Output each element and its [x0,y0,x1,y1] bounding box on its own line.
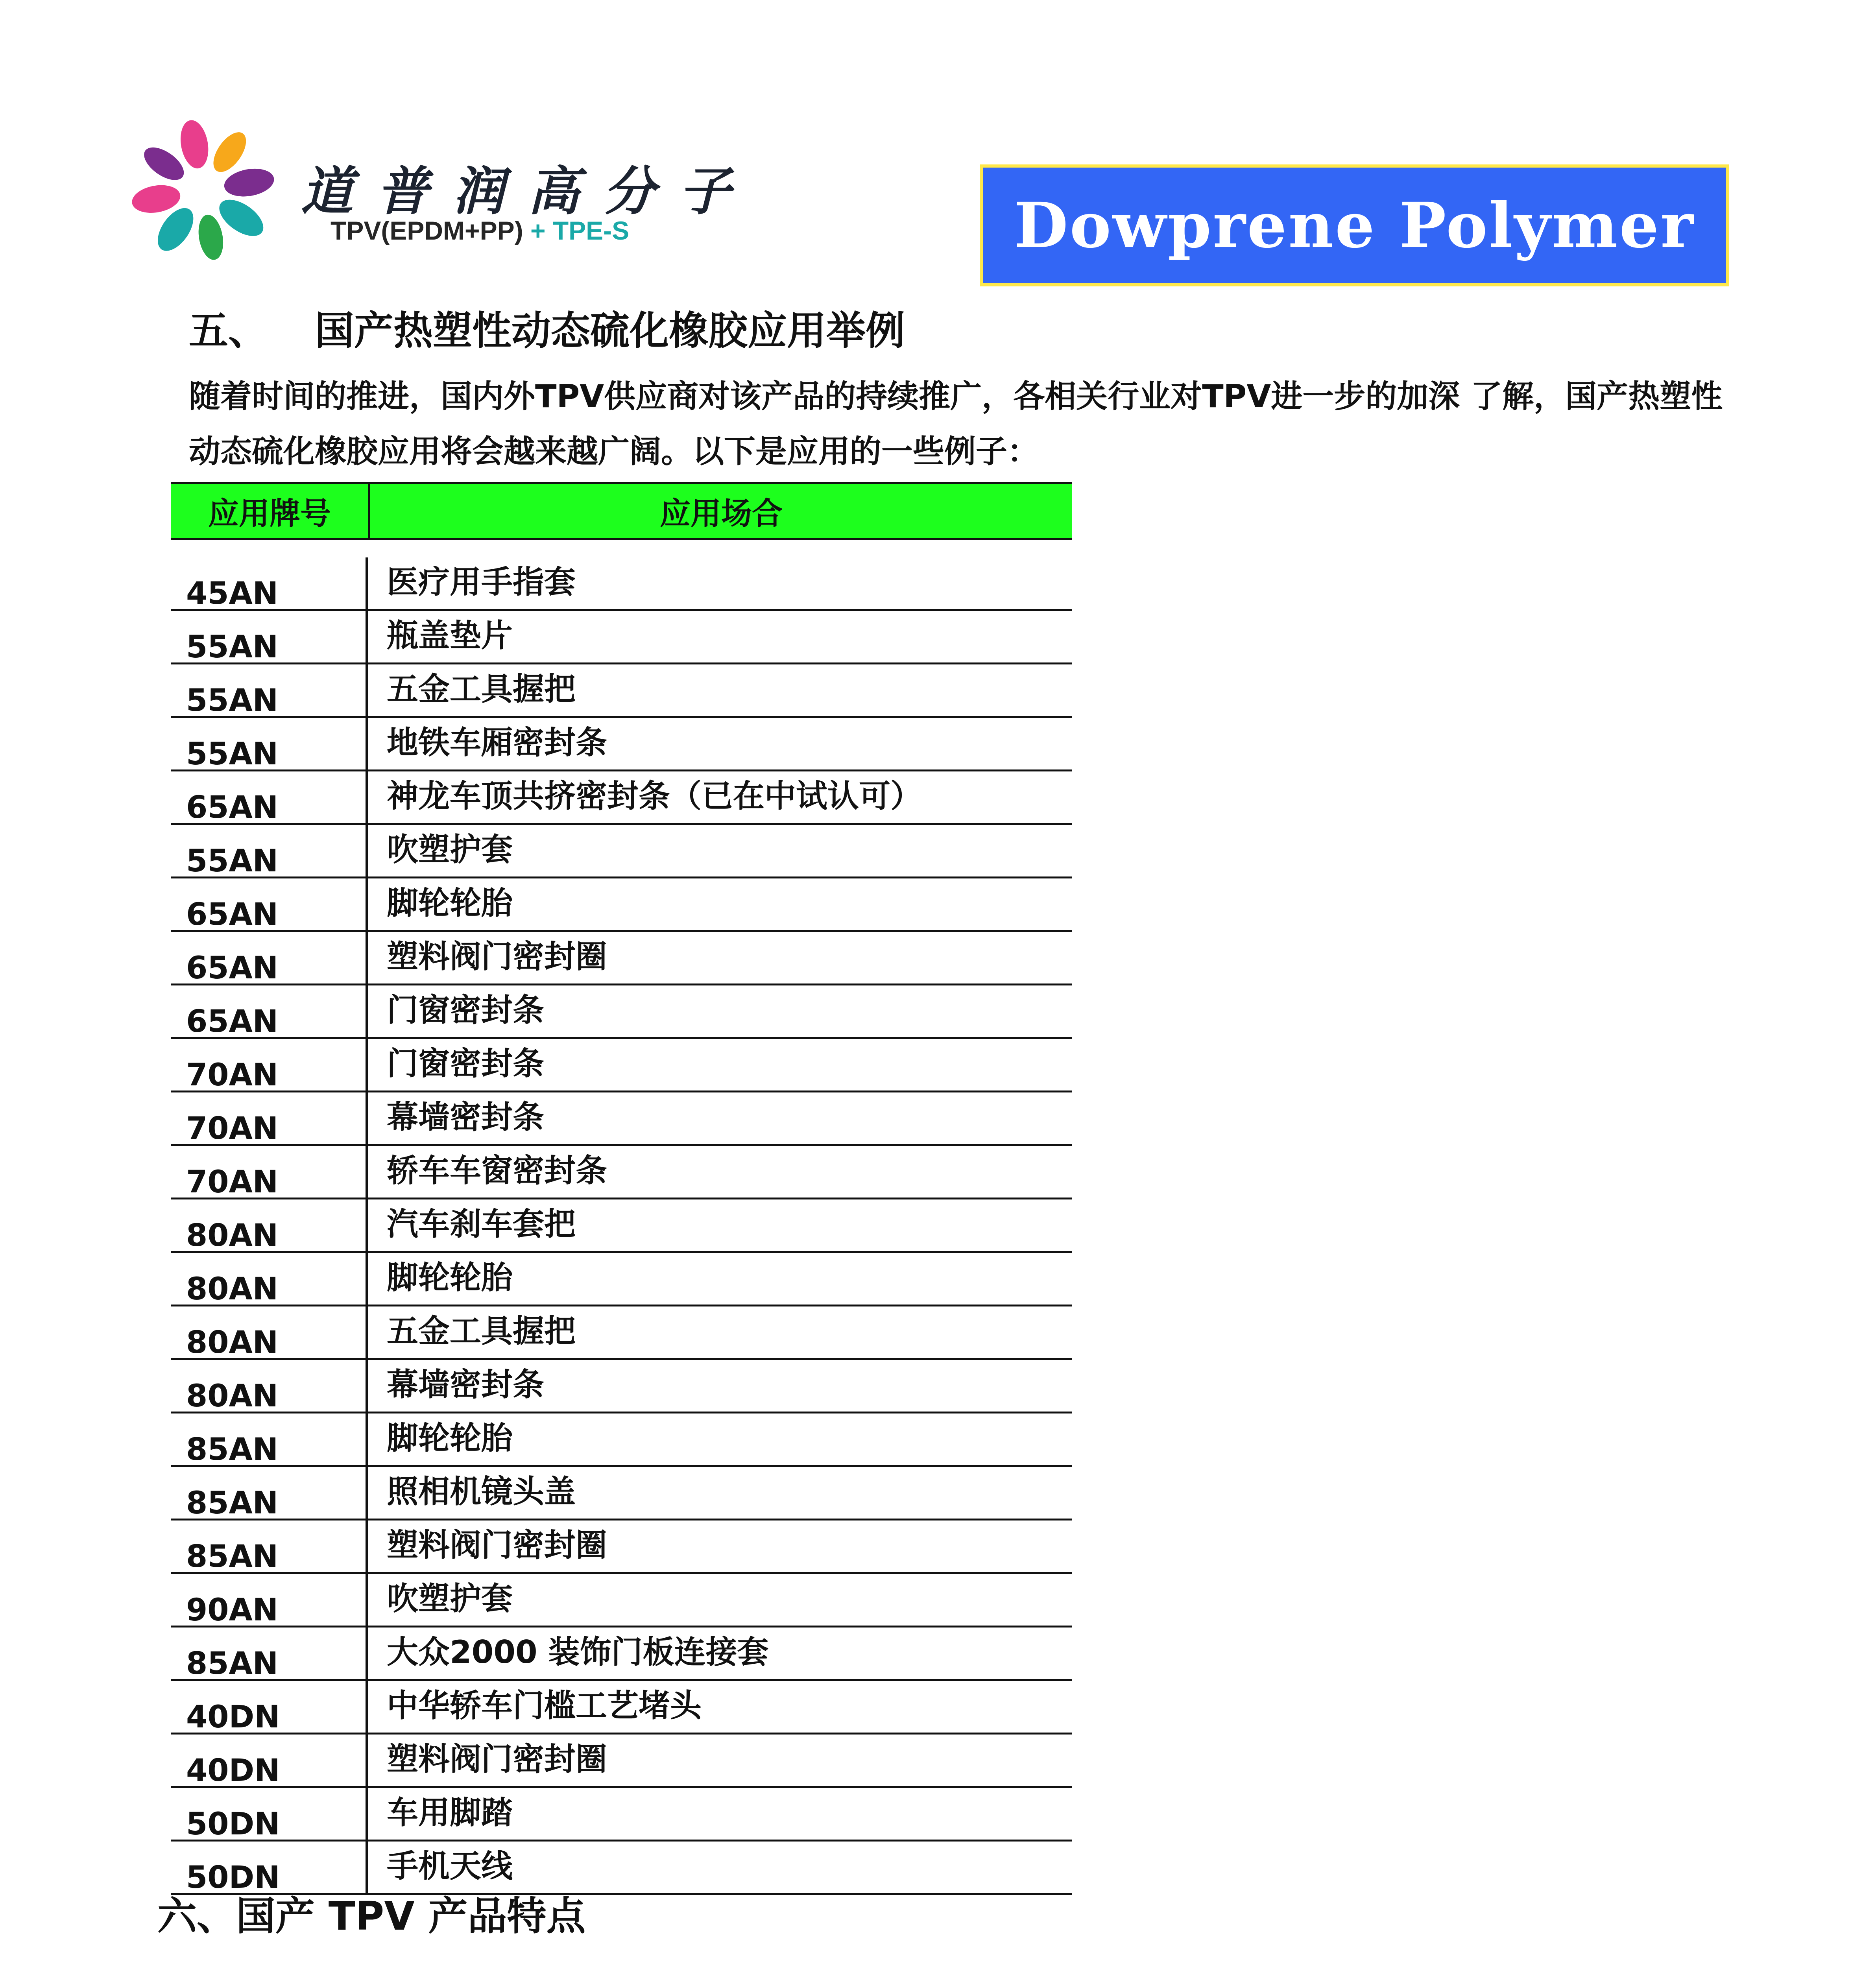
row-use: 塑料阀门密封圈 [387,1527,607,1563]
section6-heading: 六、国产 TPV 产品特点 [157,1893,586,1939]
row-use: 手机天线 [387,1848,513,1884]
row-use: 塑料阀门密封圈 [387,1741,607,1777]
table-row [171,878,1072,932]
row-use: 吹塑护套 [387,831,513,868]
row-use: 车用脚踏 [387,1794,513,1831]
company-product-line [331,216,629,245]
row-grade: 65AN [171,771,368,823]
section5-intro: 随着时间的推进，国内外TPV供应商对该产品的持续推广，各相关行业对TPV进一步的加深 了解，国产热塑性动态硫化橡胶应用将会越来越广阔。以下是应用的一些例子： [189,378,1723,470]
row-grade: 80AN [171,1306,368,1358]
row-grade: 65AN [171,878,368,930]
row-grade: 50DN [171,1842,368,1893]
row-grade: 55AN [171,718,368,769]
table-row [171,1735,1072,1788]
table-row [171,771,1072,825]
header-grade: 应用牌号 [171,484,370,538]
table-row [171,1306,1072,1360]
row-grade: 65AN [171,985,368,1037]
row-grade: 40DN [171,1681,368,1733]
row-use: 五金工具握把 [387,671,576,707]
table-spacer [171,540,1072,557]
row-grade: 70AN [171,1146,368,1198]
table-header [171,482,1072,540]
table-row [171,557,1072,611]
row-grade: 55AN [171,825,368,876]
row-use: 中华轿车门槛工艺堵头 [387,1687,702,1724]
row-use: 幕墙密封条 [387,1366,544,1403]
row-grade: 55AN [171,664,368,716]
table-row [171,664,1072,718]
row-grade: 90AN [171,1574,368,1626]
table-row [171,1627,1072,1681]
table-row [171,1681,1072,1735]
table-row [171,932,1072,985]
table-row [171,1467,1072,1520]
row-grade: 85AN [171,1520,368,1572]
company-logo-icon [118,118,283,264]
row-use: 轿车车窗密封条 [387,1152,607,1189]
feature-6-1 [183,1959,1741,1967]
row-use: 瓶盖垫片 [387,617,513,654]
table-body [171,557,1072,1895]
row-grade: 80AN [171,1360,368,1412]
row-use: 神龙车顶共挤密封条（已在中试认可） [387,778,922,814]
table-row [171,1788,1072,1842]
row-use: 汽车刹车套把 [387,1206,576,1242]
table-row [171,1092,1072,1146]
table-row [171,1520,1072,1574]
row-use: 脚轮轮胎 [387,1259,513,1296]
table-row [171,1413,1072,1467]
row-use: 地铁车厢密封条 [387,724,607,761]
row-use: 门窗密封条 [387,992,544,1028]
row-grade: 80AN [171,1253,368,1305]
company-name-chinese: 道普润高分子 [301,161,754,222]
row-use: 脚轮轮胎 [387,1420,513,1456]
row-grade: 85AN [171,1413,368,1465]
row-grade: 55AN [171,611,368,662]
row-grade: 85AN [171,1467,368,1519]
table-row [171,611,1072,664]
row-use: 照相机镜头盖 [387,1473,576,1510]
row-use: 医疗用手指套 [387,564,576,600]
brand-banner: Dowprene Polymer [980,164,1729,286]
product-line-tpv: TPV(EPDM+PP) [331,216,523,245]
table-row [171,1253,1072,1306]
section5-heading [189,299,905,356]
table-row [171,1146,1072,1199]
table-row [171,1360,1072,1413]
table-row [171,1574,1072,1627]
product-line-tpe: + TPE-S [530,216,630,245]
row-use: 门窗密封条 [387,1045,544,1082]
row-use: 脚轮轮胎 [387,885,513,921]
row-use: 吹塑护套 [387,1580,513,1617]
table-row [171,985,1072,1039]
row-use: 塑料阀门密封圈 [387,938,607,975]
table-row [171,718,1072,771]
row-grade: 70AN [171,1039,368,1091]
application-table [171,482,1072,1895]
row-grade: 40DN [171,1735,368,1786]
row-use: 大众2000 装饰门板连接套 [387,1634,769,1670]
table-row [171,825,1072,878]
row-use: 幕墙密封条 [387,1099,544,1135]
row-grade: 70AN [171,1092,368,1144]
section5-title: 国产热塑性动态硫化橡胶应用举例 [315,308,905,354]
row-grade: 65AN [171,932,368,984]
row-use: 五金工具握把 [387,1313,576,1349]
table-row [171,1039,1072,1092]
row-grade: 45AN [171,557,368,609]
row-grade: 80AN [171,1199,368,1251]
row-grade: 50DN [171,1788,368,1840]
row-grade: 85AN [171,1627,368,1679]
section5-number: 五、 [189,308,268,354]
header-use: 应用场合 [659,496,783,531]
table-row [171,1199,1072,1253]
